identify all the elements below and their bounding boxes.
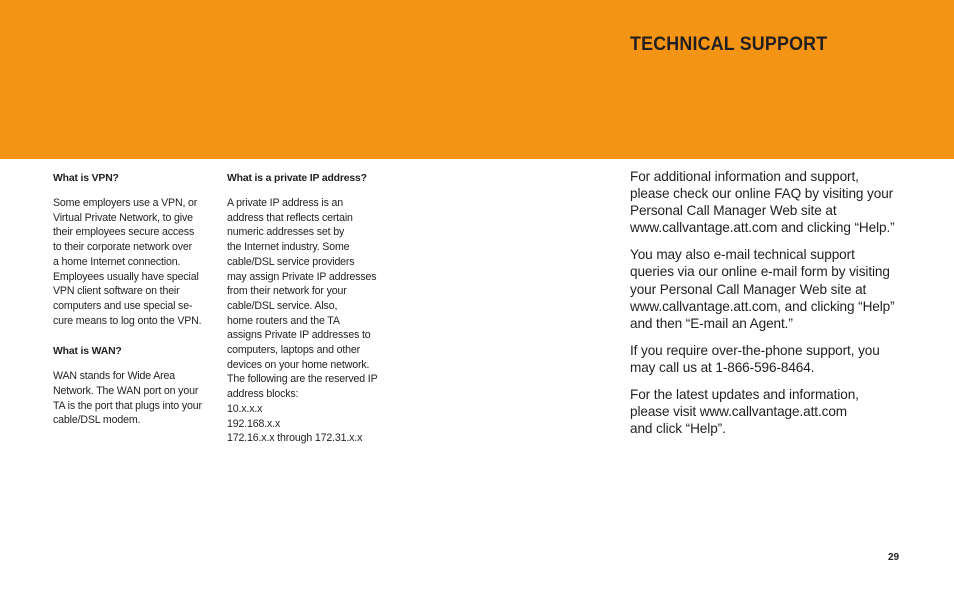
text-line: WAN stands for Wide Area <box>53 370 175 383</box>
text-line: cable/DSL modem. <box>53 414 141 427</box>
support-column <box>630 168 930 447</box>
text-line: You may also e-mail technical support <box>630 247 855 263</box>
text-line: Personal Call Manager Web site at <box>630 203 837 219</box>
text-line: www.callvantage.att.com, and clicking “Help” <box>630 298 895 314</box>
text-line: please visit www.callvantage.att.com <box>630 404 848 420</box>
page-title: TECHNICAL SUPPORT <box>630 34 828 55</box>
private-ip-heading: What is a private IP address? <box>227 173 367 184</box>
text-line: If you require over-the-phone support, you <box>630 342 880 358</box>
wan-text <box>53 369 215 428</box>
text-line: and click “Help”. <box>630 421 726 437</box>
text-line: address blocks: <box>227 388 299 401</box>
text-line: A private IP address is an <box>227 197 344 209</box>
text-line: address that reflects certain <box>227 211 353 224</box>
text-line: For the latest updates and information, <box>630 387 859 403</box>
middle-column <box>227 172 393 463</box>
wan-heading: What is WAN? <box>53 346 122 358</box>
header-banner <box>0 0 954 159</box>
vpn-text <box>53 196 215 328</box>
text-line: please check our online FAQ by visiting your <box>630 186 894 202</box>
vpn-heading: What is VPN? <box>53 173 119 184</box>
text-line: a home Internet connection. <box>53 255 181 268</box>
text-line: VPN client software on their <box>53 285 180 298</box>
text-line: numeric addresses set by <box>227 226 345 239</box>
text-line: cure means to log onto the VPN. <box>53 314 202 327</box>
text-line: Network. The WAN port on your <box>53 385 199 398</box>
text-line: cable/DSL service providers <box>227 255 355 268</box>
text-line: and then “E-mail an Agent.” <box>630 315 793 331</box>
text-line: Virtual Private Network, to give <box>53 211 193 224</box>
support-paragraph-faq <box>630 168 930 236</box>
text-line: The following are the reserved IP <box>227 373 378 386</box>
left-column <box>53 172 215 445</box>
support-paragraph-email <box>630 246 930 331</box>
support-paragraph-phone <box>630 342 930 376</box>
text-line: www.callvantage.att.com and clicking “Help.” <box>630 220 895 236</box>
text-line: may assign Private IP addresses <box>227 270 377 283</box>
text-line: the Internet industry. Some <box>227 241 350 254</box>
text-line: Employees usually have special <box>53 270 199 283</box>
text-line: their employees secure access <box>53 226 195 239</box>
ip-block: 192.168.x.x <box>227 417 281 430</box>
ip-block: 172.16.x.x through 172.31.x.x <box>227 432 363 445</box>
text-line: cable/DSL service. Also, <box>227 299 338 312</box>
text-line: home routers and the TA <box>227 314 340 327</box>
text-line: TA is the port that plugs into your <box>53 399 202 412</box>
text-line: devices on your home network. <box>227 358 370 371</box>
text-line: your Personal Call Manager Web site at <box>630 281 867 297</box>
text-line: may call us at 1-866-596-8464. <box>630 359 815 375</box>
ip-block: 10.x.x.x <box>227 402 263 415</box>
text-line: queries via our online e-mail form by visiting <box>630 264 890 280</box>
text-line: assigns Private IP addresses to <box>227 329 371 342</box>
text-line: computers and use special se- <box>53 299 193 312</box>
text-line: from their network for your <box>227 285 347 298</box>
text-line: computers, laptops and other <box>227 344 361 357</box>
page-number: 29 <box>888 552 900 563</box>
private-ip-text <box>227 196 393 446</box>
text-line: For additional information and support, <box>630 169 859 184</box>
support-paragraph-updates <box>630 386 930 437</box>
text-line: Some employers use a VPN, or <box>53 197 198 209</box>
text-line: to their corporate network over <box>53 241 193 254</box>
